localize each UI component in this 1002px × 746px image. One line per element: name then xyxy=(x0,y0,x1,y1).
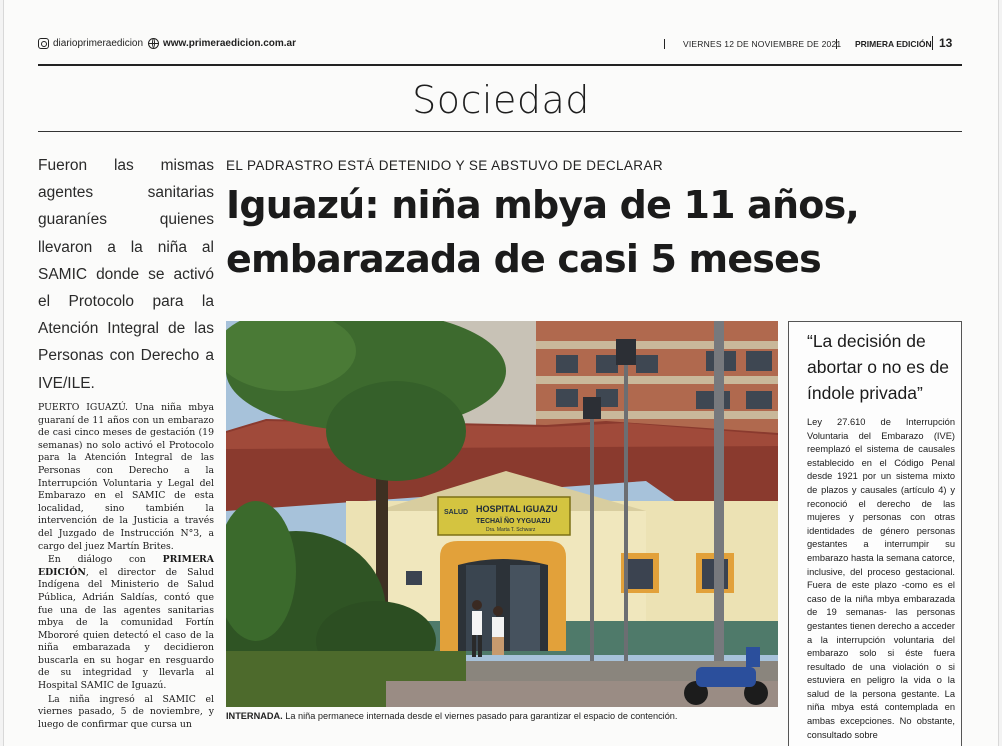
instagram-icon xyxy=(38,38,49,49)
hospital-illustration xyxy=(226,321,778,707)
sidebar-text: Ley 27.610 de Interrupción Voluntaria del Embarazo (IVE) reemplazó el sistema de causales establecido en el Código Penal desde 1921 por un sistema mixto de plazos y causales (artículo 4) y reconoció el derecho de las mujeres y personas con otras identidades de género personas gestantes a interrumpir su embarazo hasta la semana catorce, inclusive, del proceso gestacional. Fuera de este plazo -como es el caso de la niña mbya embarazada de 19 semanas- las personas gestantes tienen derecho a acceder a la interrupción voluntaria del embarazo solo si éste fuera resultado de una violación o si estuviera en peligro la vida o la salud de la persona gestante. La niña mbya está contemplada en ambas excepciones. No obstante, consultado sobre xyxy=(807,417,955,740)
p2-lead: En diálogo con xyxy=(48,554,163,566)
article-paragraph-1: PUERTO IGUAZÚ. Una niña mbya guaraní de 11 años con un embarazo de casi cinco meses de gestación (19 semanas) no solo activó el Protocolo para la Atención Integral de las Personas con Derecho a la Interrupción Voluntaria y Legal del Embarazo en el SAMIC de esta localidad, sino también la intervención de la Justicia a través del Juzgado de Instrucción N°3, a cargo del juez Martín Brites. xyxy=(38,402,214,552)
photo-caption xyxy=(226,711,786,721)
article-body xyxy=(38,402,214,732)
sign-line-1: HOSPITAL IGUAZU xyxy=(476,504,558,514)
page-number: 13 xyxy=(932,36,952,50)
sidebar-title: “La decisión de abortar o no es de índole privada” xyxy=(807,331,950,403)
headline-line-2: embarazada de casi 5 meses xyxy=(226,237,821,281)
website-text: www.primeraedicion.com.ar xyxy=(163,38,297,49)
p2-rest: , el director de Salud Indígena del Ministerio de Salud Pública, Adrián Saldías, contó que fue una de las agentes sanitarias mbya de la comunidad Fortín Mbororé quien detectó el caso de la niña embarazada y decidieron buscarla en su hogar en resguardo de su integridad y llevarla al Hospital SAMIC de Iguazú. xyxy=(38,566,214,692)
publication-name: PRIMERA EDICIÓN xyxy=(836,39,932,49)
sign-small: SALUD xyxy=(444,509,469,516)
newspaper-page xyxy=(4,0,998,746)
article-paragraph-3: La niña ingresó al SAMIC el viernes pasado, 5 de noviembre, y luego de confirmar que cursa un xyxy=(38,693,214,730)
instagram-handle xyxy=(38,38,143,49)
hospital-photo xyxy=(226,321,778,707)
section-title: Sociedad xyxy=(412,78,590,122)
p2-publication: PRIMERA EDICIÓN xyxy=(38,554,214,578)
website xyxy=(148,38,296,49)
caption-text: La niña permanece internada desde el viernes pasado para garantizar el espacio de contención. xyxy=(282,711,678,721)
sign-line-2: TECHAÏ ÑO YYGUAZU xyxy=(476,518,551,525)
edition-date: VIERNES 12 DE NOVIEMBRE DE 2021 xyxy=(664,39,841,49)
article-headline xyxy=(226,178,946,286)
section-rule xyxy=(38,131,962,132)
sidebar-box xyxy=(788,321,962,746)
article-kicker: EL PADRASTRO ESTÁ DETENIDO Y SE ABSTUVO DE DECLARAR xyxy=(226,158,664,173)
header-rule xyxy=(38,64,962,66)
caption-label: INTERNADA. xyxy=(226,711,283,721)
article-paragraph-2 xyxy=(38,554,214,693)
sign-line-3: Dra. Marta T. Schwarz xyxy=(486,527,536,533)
instagram-text: diarioprimeraedicion xyxy=(53,38,144,49)
page-header xyxy=(38,36,960,56)
headline-line-1: Iguazú: niña mbya de 11 años, xyxy=(226,183,860,227)
pull-quote: Fueron las mismas agentes sanitarias guaraníes quienes llevaron a la niña al SAMIC donde se activó el Protocolo para la Atención Integral de las Personas con Derecho a IVE/ILE. xyxy=(38,157,214,392)
globe-icon xyxy=(148,38,159,49)
